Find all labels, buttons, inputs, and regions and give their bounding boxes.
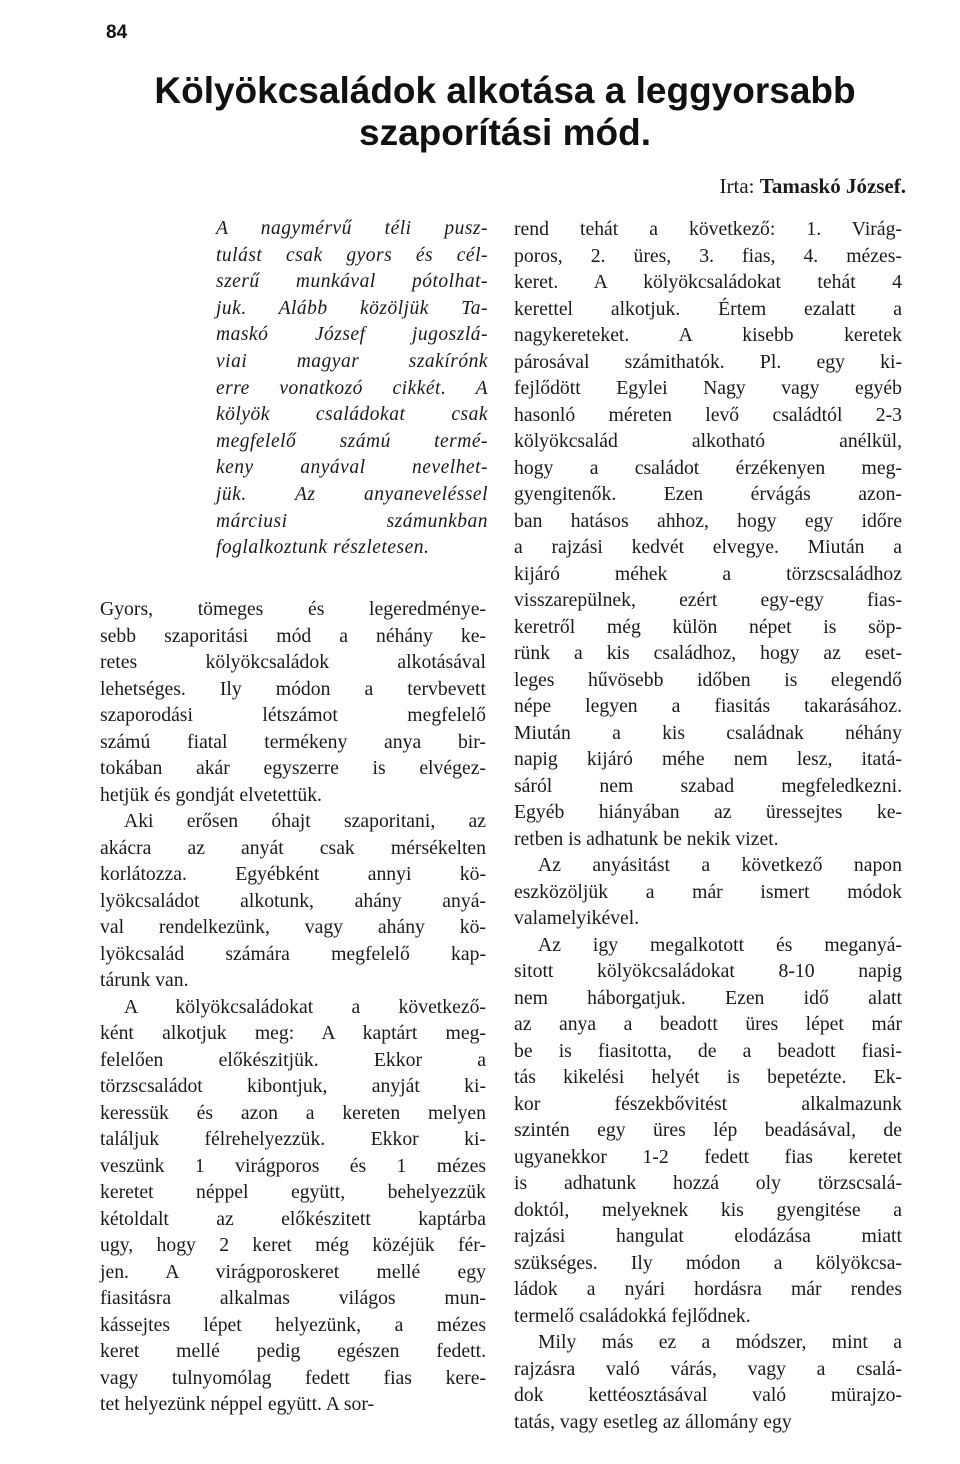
right-column-line: szükséges. Ily módon a kölyökcsa- [514, 1251, 902, 1274]
left-column-line: számú fiatal termékeny anya bir- [100, 730, 486, 753]
lead-line: megfelelő számú termé- [216, 430, 488, 452]
right-column-line: retben is adhatunk be nekik vizet. [514, 827, 779, 850]
right-column-line: az anya a beadott üres lépet már [514, 1013, 902, 1035]
right-column-line: Az igy megalkotott és meganyá- [538, 933, 902, 956]
right-column-line: termelő családokká fejlődnek. [514, 1304, 751, 1327]
right-column-line: hogy a családot érzékenyen meg- [514, 456, 902, 479]
right-column-line: kerettel alkotjuk. Értem ezalatt a [514, 297, 902, 320]
right-column-line: dok kettéosztásával való mürajzo- [514, 1384, 902, 1406]
author-byline [100, 174, 906, 199]
title-line: szaporítási mód. [359, 112, 651, 153]
lead-line: maskó József jugoszlá- [216, 324, 488, 346]
left-column-line: akácra az anyát csak mérsékelten [100, 836, 486, 859]
left-column-line: kétoldalt az előkészitett kaptárba [100, 1207, 486, 1230]
right-column-line: napig kijáró méhe nem lesz, itatá- [514, 748, 902, 770]
right-column-line: leges hűvösebb időben is elegendő [514, 668, 902, 691]
left-column-line: szaporodási létszámot megfelelő [100, 704, 486, 726]
left-column-line: keressük és azon a kereten melyen [100, 1101, 486, 1124]
right-column-line: Az anyásitást a következő napon [538, 854, 902, 876]
left-column-line: A kölyökcsaládokat a következő- [124, 995, 486, 1018]
article-title [100, 70, 910, 154]
left-column-line: lyökcsalád számára megfelelő kap- [100, 942, 486, 965]
lead-line: jük. Az anyaneveléssel [216, 483, 488, 505]
right-column-line: be is fiasitotta, de a beadott fiasi- [514, 1039, 902, 1062]
left-column-line: vagy tulnyomólag fedett fias kere- [100, 1366, 486, 1389]
left-column-line: ként alkotjuk meg: A kaptárt meg- [100, 1022, 486, 1044]
right-column-line: gyengitenők. Ezen érvágás azon- [514, 483, 902, 505]
left-column-line: fiasitásra alkalmas világos mun- [100, 1287, 486, 1309]
right-column-line: hasonló méreten levő családtól 2-3 [514, 403, 902, 426]
right-column-line: is adhatunk hozzá oly törzscsalá- [514, 1172, 902, 1194]
left-column-line: felelően előkészitjük. Ekkor a [100, 1048, 486, 1071]
left-column-line: kássejtes lépet helyezünk, a mézes [100, 1313, 486, 1336]
left-column-line: Gyors, tömeges és legeredménye- [100, 598, 486, 620]
right-column-line: tás kikelési helyét is bepetézte. Ek- [514, 1066, 902, 1088]
left-column-line: találjuk félrehelyezzük. Ekkor ki- [100, 1128, 486, 1150]
left-column-line: korlátozza. Egyébként annyi kö- [100, 863, 486, 885]
left-column-line: val rendelkezünk, vagy ahány kö- [100, 916, 486, 938]
right-column-line: nagykereteket. A kisebb keretek [514, 324, 902, 346]
right-column-line: ban hatásos ahhoz, hogy egy időre [514, 509, 902, 532]
right-column-line: ládok a nyári hordásra már rendes [514, 1278, 902, 1300]
right-column-line: keretről még külön népet is söp- [514, 615, 902, 638]
left-column-line: keretet néppel együtt, behelyezzük [100, 1181, 486, 1203]
right-column-line: visszarepülnek, ezért egy-egy fias- [514, 589, 902, 611]
right-column-line: népe legyen a fiasitás takarásához. [514, 695, 902, 717]
left-column-line: tet helyezünk néppel együtt. A sor- [100, 1393, 375, 1415]
lead-line: keny anyával nevelhet- [216, 457, 488, 479]
left-column [100, 596, 486, 1418]
lead-line: szerű munkával pótolhat- [216, 271, 488, 293]
right-column-line: a rajzási kedvét elvegye. Miután a [514, 536, 902, 558]
right-column-line: sáról nem szabad megfeledkezni. [514, 774, 902, 797]
left-column-line: tokában akár egyszerre is elvégez- [100, 757, 486, 779]
right-column-line: doktól, melyeknek kis gyengitése a [514, 1198, 902, 1221]
right-column-line: Egyéb hiányában az üressejtes ke- [514, 801, 902, 823]
right-column-line: kijáró méhek a törzscsaládhoz [514, 562, 902, 585]
left-column-line: jen. A virágporoskeret mellé egy [100, 1260, 486, 1283]
author-name: Tamaskó József. [759, 174, 906, 198]
lead-line: juk. Alább közöljük Ta- [216, 297, 488, 319]
page-number: 84 [106, 22, 128, 43]
left-column-line: lyökcsaládot alkotunk, ahány anyá- [100, 889, 486, 912]
lead-line: foglalkoztunk részletesen. [216, 537, 430, 559]
lead-line: márciusi számunkban [216, 510, 488, 532]
left-column-line: keret mellé pedig egészen fedett. [100, 1340, 486, 1362]
right-column-line: poros, 2. üres, 3. fias, 4. mézes- [514, 244, 902, 267]
lead-line: erre vonatkozó cikkét. A [216, 377, 488, 399]
left-column-line: lehetséges. Ily módon a tervbevett [100, 677, 486, 700]
right-column-line: sitott kölyökcsaládokat 8-10 napig [514, 960, 902, 982]
right-column-line: rend tehát a következő: 1. Virág- [514, 218, 902, 240]
right-column-line: Miután a kis családnak néhány [514, 721, 902, 744]
right-column [514, 216, 902, 1435]
lead-line: tulást csak gyors és cél- [216, 244, 488, 266]
right-column-line: nem háborgatjuk. Ezen idő alatt [514, 986, 902, 1009]
left-column-line: veszünk 1 virágporos és 1 mézes [100, 1154, 486, 1177]
right-column-line: ugyanekkor 1-2 fedett fias keretet [514, 1145, 902, 1168]
lead-line: A nagymérvű téli pusz- [216, 218, 488, 239]
author-prefix: Irta: [719, 174, 755, 198]
left-column-line: Aki erősen óhajt szaporitani, az [124, 810, 486, 832]
lead-paragraph [216, 216, 488, 562]
left-column-line: tárunk van. [100, 969, 189, 991]
right-column-line: kor fészekbővitést alkalmazunk [514, 1092, 902, 1115]
right-column-line: Mily más ez a módszer, mint a [538, 1331, 902, 1353]
right-column-line: eszközöljük a már ismert módok [514, 880, 902, 903]
right-column-line: tatás, vagy esetleg az állomány egy [514, 1410, 792, 1433]
title-line: Kölyökcsaládok alkotása a leggyorsabb [154, 70, 856, 111]
left-column-line: ugy, hogy 2 keret még közéjük fér- [100, 1234, 486, 1256]
right-column-line: rünk a kis családhoz, hogy az eset- [514, 642, 902, 664]
left-column-line: hetjük és gondját elvetettük. [100, 783, 322, 806]
lead-line: viai magyar szakírónk [216, 350, 488, 372]
right-column-line: keret. A kölyökcsaládokat tehát 4 [514, 271, 902, 293]
right-column-line: valamelyikével. [514, 907, 640, 929]
lead-line: kölyök családokat csak [216, 404, 488, 426]
left-column-line: törzscsaládot kibontjuk, anyját ki- [100, 1075, 486, 1097]
right-column-line: fejlődött Egylei Nagy vagy egyéb [514, 377, 902, 399]
right-column-line: szintén egy üres lép beadásával, de [514, 1119, 902, 1141]
right-column-line: rajzásra való várás, vagy a csalá- [514, 1357, 902, 1380]
right-column-line: párosával számithatók. Pl. egy ki- [514, 350, 902, 373]
right-column-line: kölyökcsalád alkotható anélkül, [514, 430, 902, 452]
left-column-line: retes kölyökcsaládok alkotásával [100, 651, 486, 673]
right-column-line: rajzási hangulat elodázása miatt [514, 1225, 902, 1247]
left-column-line: sebb szaporitási mód a néhány ke- [100, 624, 486, 647]
